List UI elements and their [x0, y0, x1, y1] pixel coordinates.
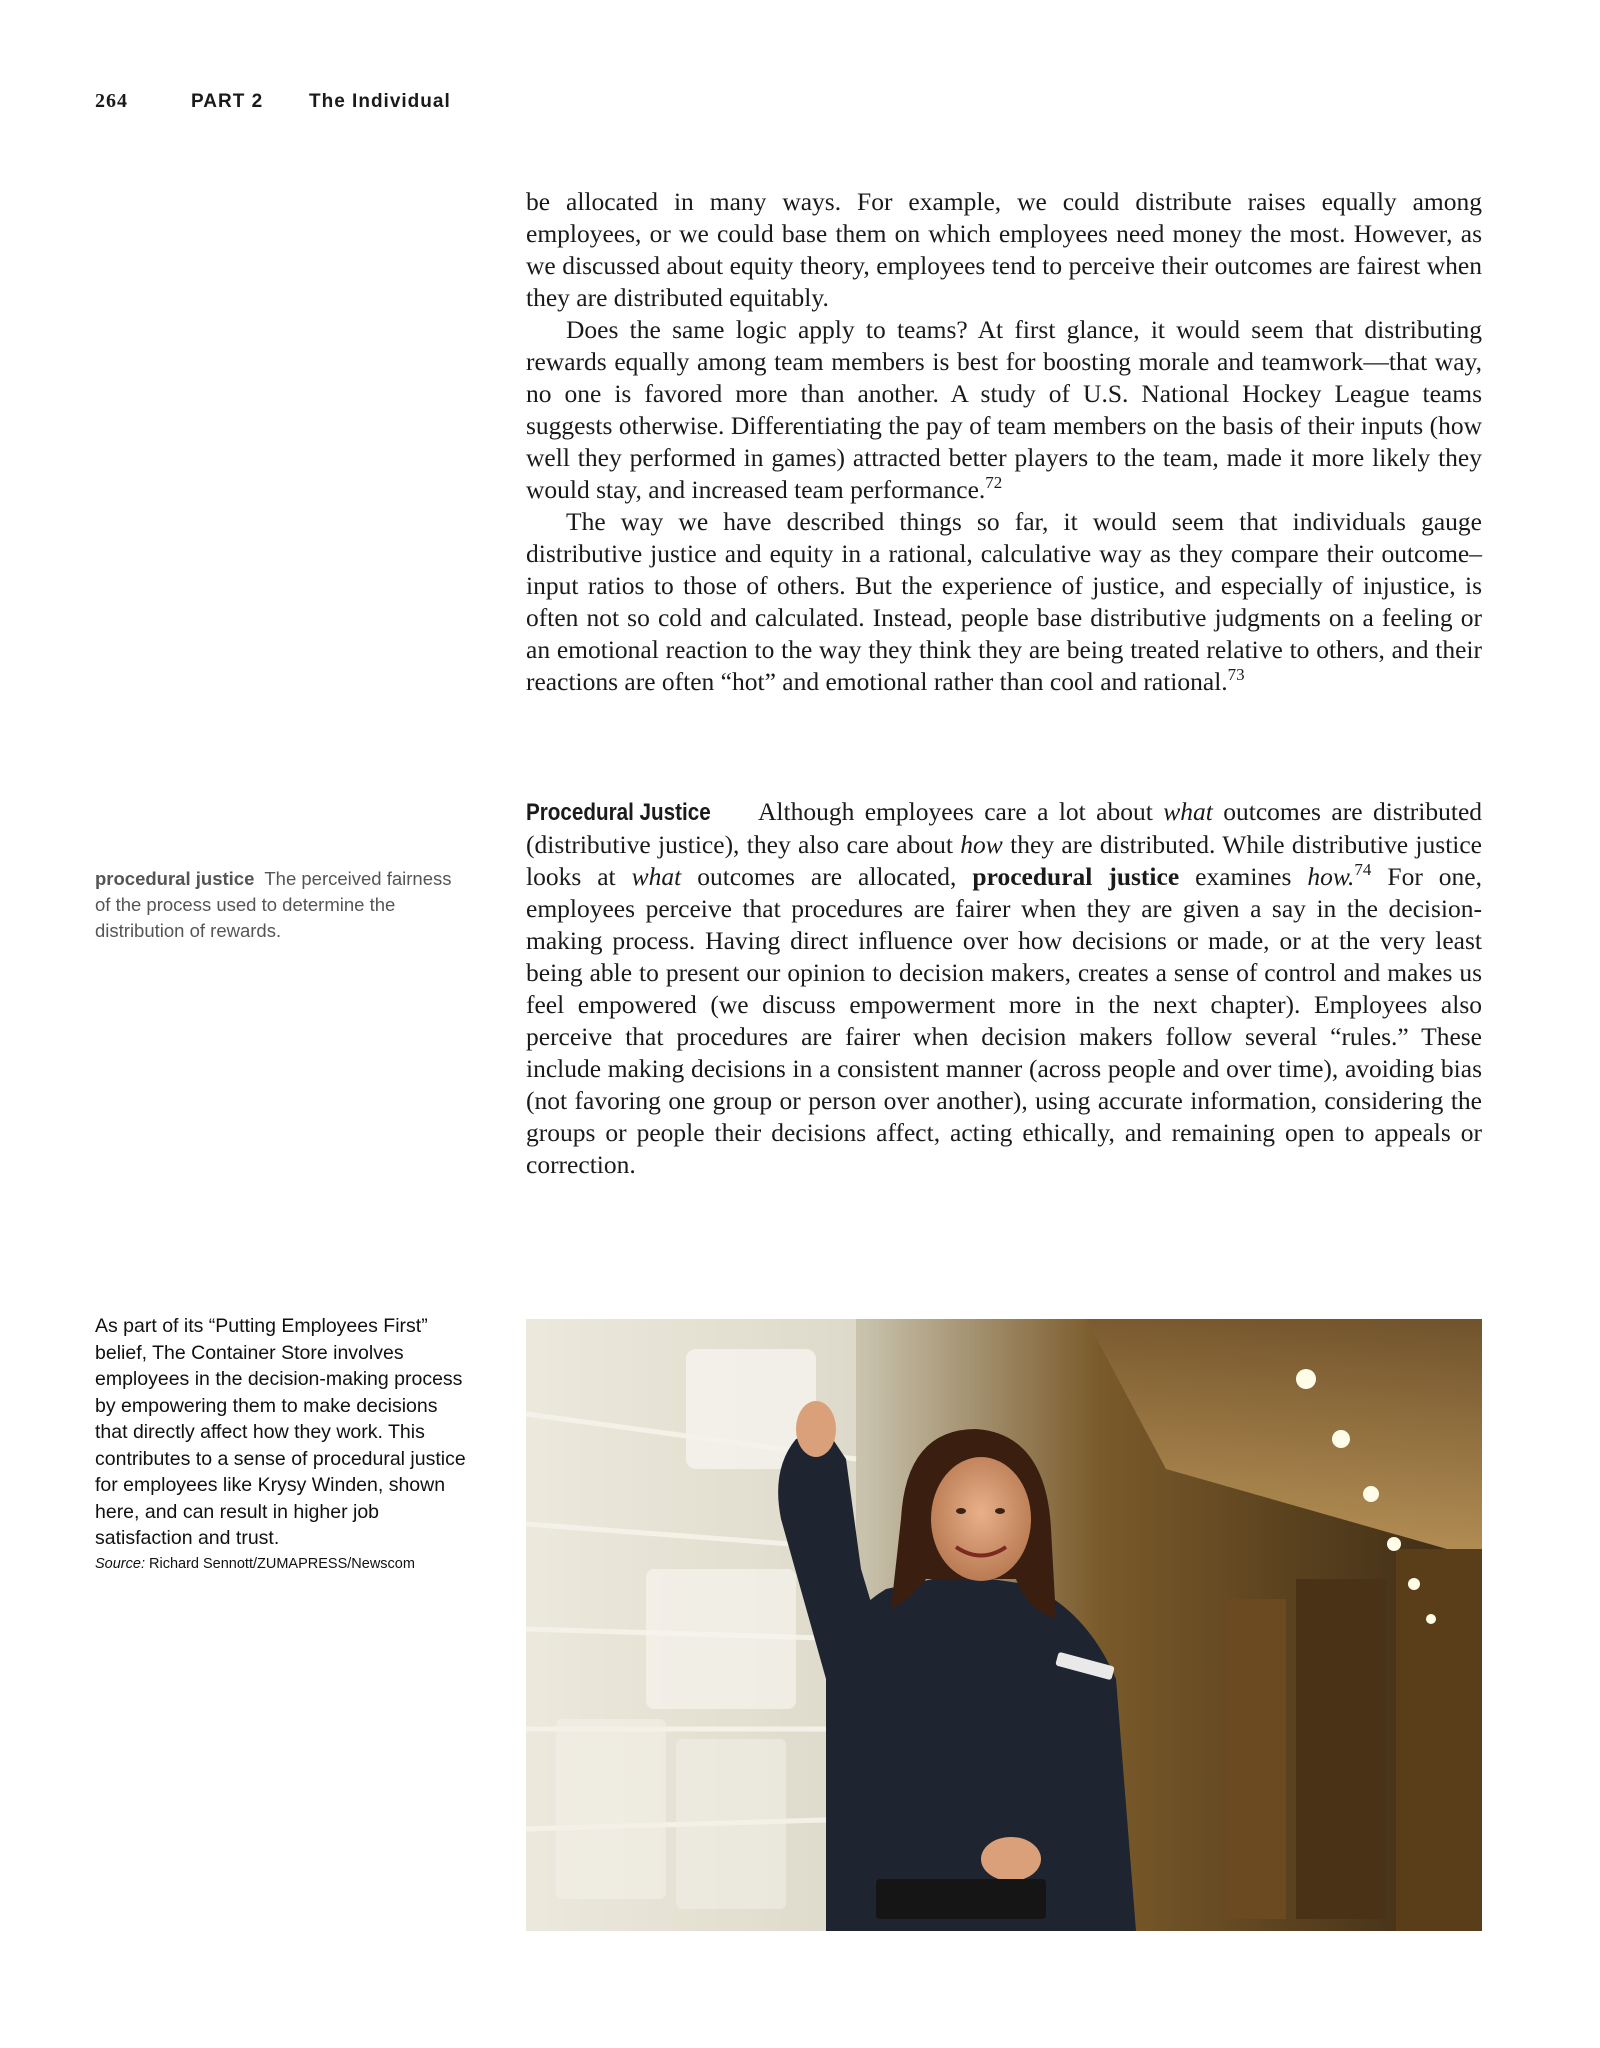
margin-definition	[95, 866, 455, 944]
photo-credit-label: Source:	[95, 1555, 145, 1572]
page-number: 264	[95, 90, 128, 112]
paragraph-3	[526, 506, 1482, 698]
store-photo	[526, 1319, 1482, 1931]
paragraph-3-text: The way we have described things so far, it would seem that individuals gauge distributive justice and equity in a rational, calculative way as they compare their outcome–input ratios to those of others. But the experience of justice, and especially of injustice, is often not so cold and calculated. Instead, people base distributive judgments on a feeling or an emotional reaction to the way they think they are being treated relative to others, and their reactions are often “hot” and emotional rather than cool and rational.	[526, 507, 1482, 696]
p4-text-a: Although employees care a lot about	[758, 797, 1153, 826]
photo-caption-text: As part of its “Putting Employees First” belief, The Container Store involves employees in the decision-making process by empowering them to make decisions that directly affect how they work. This contributes to a sense of procedural justice for employees like Krysy Winden, shown here, and can result in higher job satisfaction and trust.	[95, 1315, 466, 1549]
endnote-74[interactable]: 74	[1354, 860, 1372, 879]
margin-definition-term: procedural justice	[95, 868, 255, 889]
paragraph-2	[526, 314, 1482, 506]
p4-em-how-2: how.	[1307, 862, 1355, 891]
paragraph-1: be allocated in many ways. For example, we could distribute raises equally among employees, or we could base them on which employees need money the most. However, as we discussed about equity theory, employees tend to perceive their outcomes are fairest when they are distributed equitably.	[526, 187, 1482, 312]
key-term-procedural-justice: procedural justice	[972, 862, 1180, 891]
p4-text-e: examines	[1195, 862, 1292, 891]
section-heading: Procedural Justice	[526, 799, 711, 826]
photo-credit-text: Richard Sennott/ZUMAPRESS/Newscom	[149, 1555, 415, 1572]
photo-caption	[95, 1313, 475, 1574]
p4-text-b: outcomes are distributed (distributive justice), they also care about	[526, 797, 1483, 859]
running-head	[95, 90, 451, 113]
body-text-upper	[526, 186, 1482, 698]
chapter-title: The Individual	[309, 91, 451, 112]
paragraph-4	[526, 796, 1482, 1181]
p4-em-how-1: how	[960, 830, 1003, 859]
p4-em-what-1: what	[1163, 797, 1213, 826]
paragraph-2-text: Does the same logic apply to teams? At first glance, it would seem that distributing rewards equally among team members is best for boosting morale and teamwork—that way, no one is favored more than another. A study of U.S. National Hockey League teams suggests otherwise. Differentiating the pay of team members on the basis of their inputs (how well they performed in games) attracted better players to the team, made it more likely they would stay, and increased team performance.	[526, 315, 1482, 504]
p4-text-f: For one, employees perceive that procedures are fairer when they are given a say in the decision-making process. Having direct influence over how decisions or made, or at the very least being able to present our opinion to decision makers, creates a sense of control and makes us feel empowered (we discuss empowerment more in the next chapter). Employees also perceive that procedures are fairer when decision makers follow several “rules.” These include making decisions in a consistent manner (across people and over time), avoiding bias (not favoring one group or person over another), using accurate information, considering the groups or people their decisions affect, acting ethically, and remaining open to appeals or correction.	[526, 862, 1483, 1179]
p4-text-c: they are distributed. While distributive justice looks at	[526, 830, 1482, 891]
photo-credit	[95, 1554, 475, 1574]
p4-em-what-2: what	[631, 862, 682, 891]
endnote-72[interactable]: 72	[985, 473, 1003, 492]
part-label: PART 2	[191, 91, 264, 112]
margin-definition-text: The perceived fairness of the process used to determine the distribution of rewards.	[95, 868, 452, 941]
p4-text-d: outcomes are allocated,	[697, 862, 957, 891]
body-text-procedural-justice	[526, 796, 1482, 1181]
endnote-73[interactable]: 73	[1227, 665, 1245, 684]
